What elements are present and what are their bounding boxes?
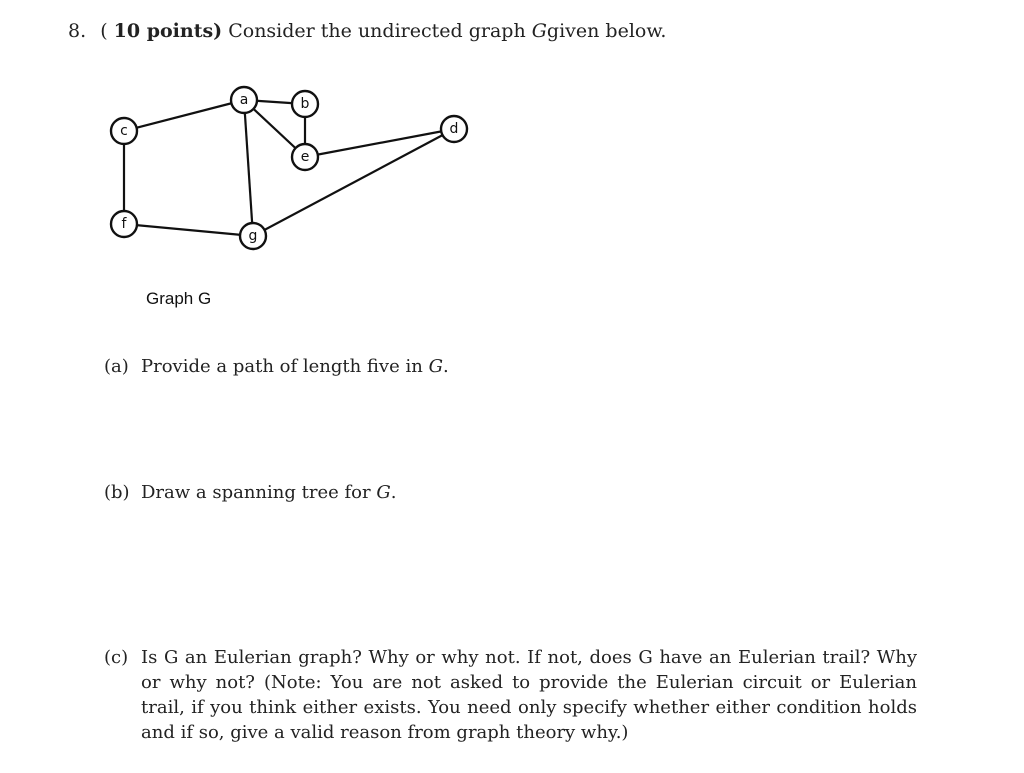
part-b-variable: G (376, 482, 391, 503)
part-b-question: Draw a spanning tree for (141, 482, 371, 503)
node-b-label: b (300, 96, 310, 112)
node-c-label: c (120, 123, 128, 139)
node-e (292, 144, 318, 170)
question-graph-variable: G (531, 20, 547, 42)
part-a-variable: G (428, 356, 443, 377)
edge-c-a (124, 100, 244, 131)
question-points: 10 points) (113, 20, 223, 42)
part-a-label: (a) (104, 356, 129, 377)
edge-e-d (305, 129, 454, 157)
points-open-paren: ( (100, 20, 108, 42)
node-a (231, 87, 257, 113)
node-e-label: e (300, 149, 310, 165)
part-b (104, 480, 924, 506)
node-c (111, 118, 137, 144)
node-a-label: a (239, 92, 249, 108)
node-g (240, 223, 266, 249)
question-text-before: Consider the undirected graph (228, 20, 526, 42)
graph-diagram (0, 0, 520, 270)
part-a (104, 354, 924, 380)
node-g-label: g (248, 228, 258, 244)
part-b-text (141, 480, 841, 505)
node-b (292, 91, 318, 117)
graph-caption: Graph G (146, 289, 212, 308)
node-f (111, 211, 137, 237)
node-f-label: f (121, 216, 127, 232)
question-text-after: given below. (546, 20, 667, 42)
question-number: 8. (68, 20, 87, 42)
edge-d-g (253, 129, 454, 236)
part-c-question: Is G an Eulerian graph? Why or why not. If not, does G have an Eulerian trail? Why or why not? (Note: You are not asked to provide the Eulerian circuit or Eulerian trail, if you think either exists. You need only specify whether either condition holds and if so, give a valid reason from graph theory why.) (141, 647, 917, 743)
part-a-text (141, 354, 841, 379)
node-d-label: d (449, 121, 459, 137)
part-b-label: (b) (104, 482, 130, 503)
graph-nodes (111, 87, 467, 249)
graph-edges (121, 100, 454, 236)
part-a-question: Provide a path of length five in (141, 356, 423, 377)
edge-a-g (244, 100, 253, 236)
part-b-end: . (390, 482, 397, 503)
edge-f-g (124, 224, 253, 236)
part-c-label: (c) (104, 647, 129, 668)
node-d (441, 116, 467, 142)
part-c (104, 645, 924, 755)
part-a-end: . (442, 356, 449, 377)
